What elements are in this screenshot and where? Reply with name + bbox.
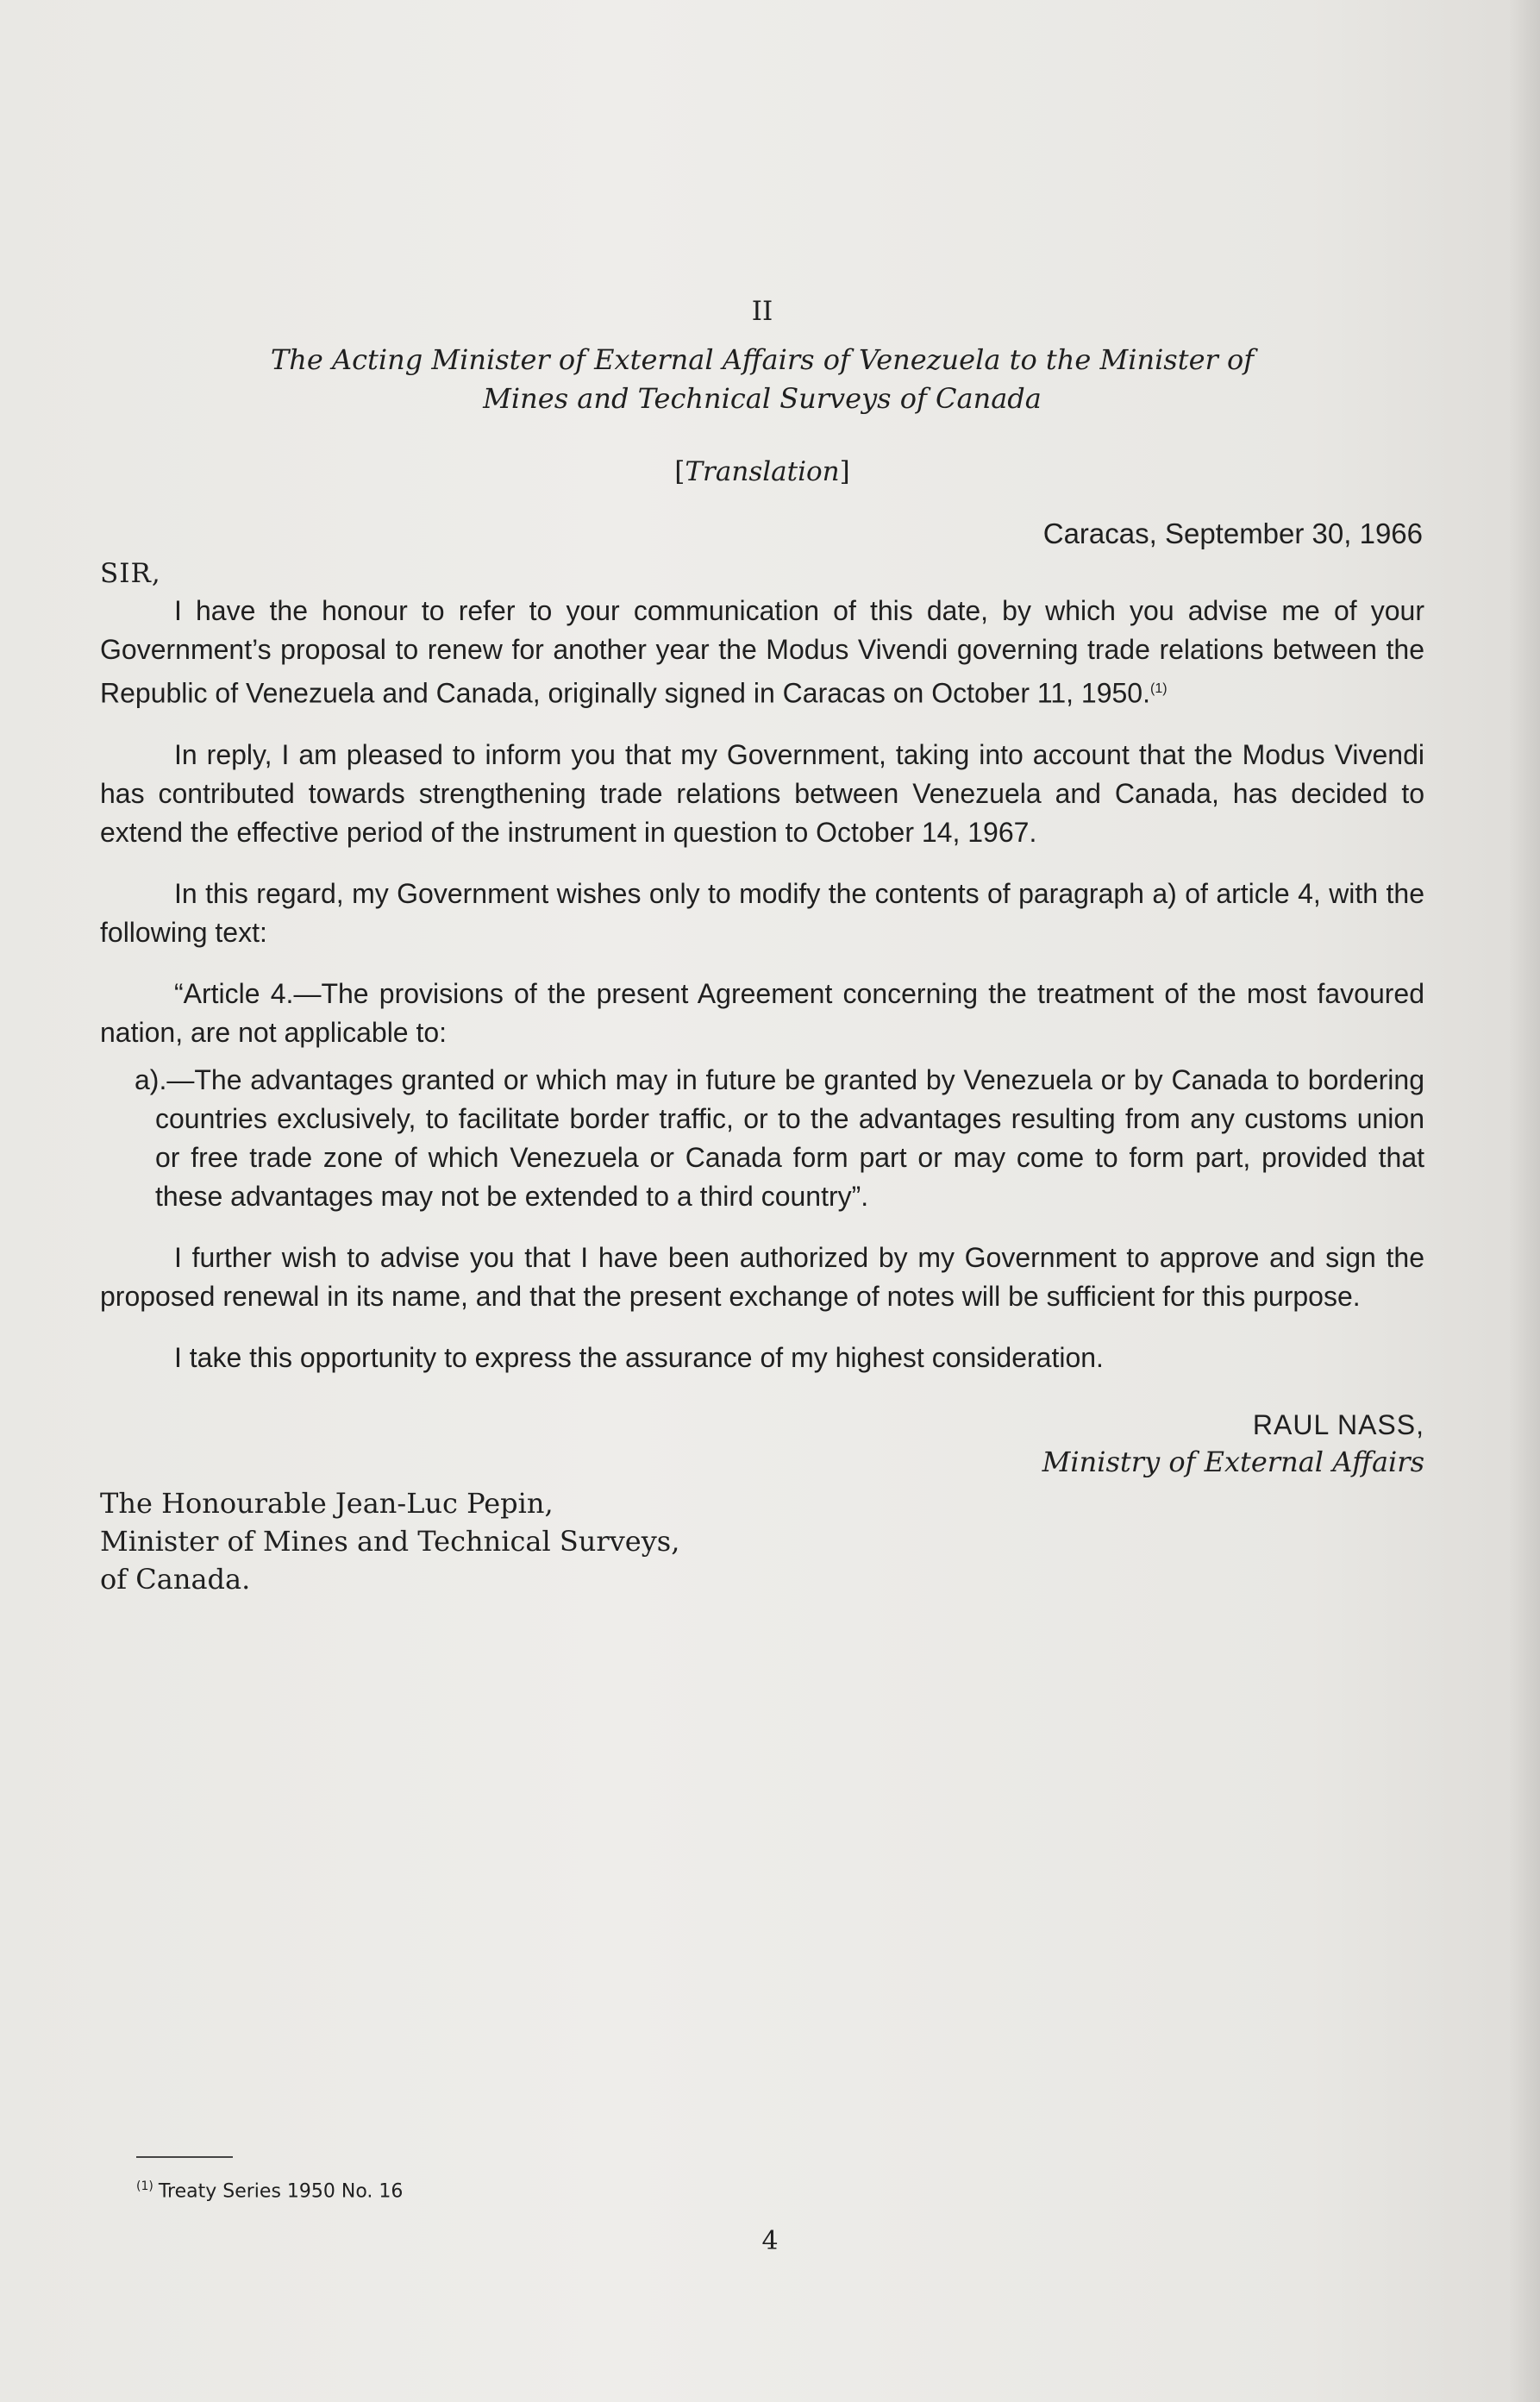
translation-note <box>100 454 1424 490</box>
footnote <box>136 2173 403 2204</box>
signature-title: Ministry of External Affairs <box>1042 1445 1424 1478</box>
letter-content <box>100 293 1424 1598</box>
signature-name: RAUL NASS, <box>1252 1408 1424 1440</box>
salutation: SIR, <box>100 558 161 589</box>
letter-heading <box>137 341 1387 418</box>
signature-block <box>100 1407 1424 1481</box>
section-number: II <box>751 296 773 327</box>
quoted-article: “Article 4.—The provisions of the present Agreement concerning the treatment of the most favoured nation, are not applicable to: <box>100 977 1424 1048</box>
heading-line-1: The Acting Minister of External Affairs of Venezuela to the Minister of <box>270 343 1255 376</box>
paragraph-1-text: I have the honour to refer to your communication of this date, by which you advise me of your Government’s proposal to renew for another year the Modus Vivendi governing trade relations between the Republic of Venezuela and Canada, originally signed in Caracas on October 11, 1950. <box>100 595 1424 709</box>
paragraph-1 <box>100 592 1424 713</box>
paragraph-2: In reply, I am pleased to inform you that my Government, taking into account that the Modus Vivendi has contributed towards strengthening trade relations between Venezuela and Canada, has decided to extend the effective period of the instrument in question to October 14, 1967. <box>100 738 1424 848</box>
page-number: 4 <box>761 2226 779 2256</box>
heading-line-2: Mines and Technical Surveys of Canada <box>483 382 1042 415</box>
paragraph-authorization: I further wish to advise you that I have been authorized by my Government to approve and sign the proposed renewal in its name, and that the present exchange of notes will be sufficient for this purpose. <box>100 1241 1424 1312</box>
paragraph-3: In this regard, my Government wishes only to modify the contents of paragraph a) of article 4, with the following text: <box>100 877 1424 948</box>
translation-bracket-open: [ <box>674 456 685 487</box>
recipient-line-1: The Honourable Jean-Luc Pepin, <box>100 1486 554 1520</box>
recipient-line-3: of Canada. <box>100 1562 251 1596</box>
closing-paragraph: I take this opportunity to express the assurance of my highest consideration. <box>174 1341 1104 1373</box>
translation-label: Translation <box>685 456 840 487</box>
recipient-line-2: Minister of Mines and Technical Surveys, <box>100 1524 680 1558</box>
place-date: Caracas, September 30, 1966 <box>1042 517 1423 549</box>
footnote-divider <box>136 2156 233 2158</box>
recipient-block <box>100 1484 1424 1598</box>
footnote-mark: (1) <box>136 2179 153 2193</box>
page-edge-shadow <box>1509 0 1540 2402</box>
translation-bracket-close: ] <box>839 456 850 487</box>
quoted-subparagraph: a).—The advantages granted or which may in future be granted by Venezuela or by Canada to bordering countries exclusively, to facilitate border traffic, or to the advantages resulting from any customs union or free trade zone of which Venezuela or Canada form part or may come to form part, provided that these advantages may not be extended to a third country”. <box>135 1063 1424 1212</box>
footnote-text: Treaty Series 1950 No. 16 <box>158 2180 404 2203</box>
footnote-reference: (1) <box>1149 681 1168 696</box>
